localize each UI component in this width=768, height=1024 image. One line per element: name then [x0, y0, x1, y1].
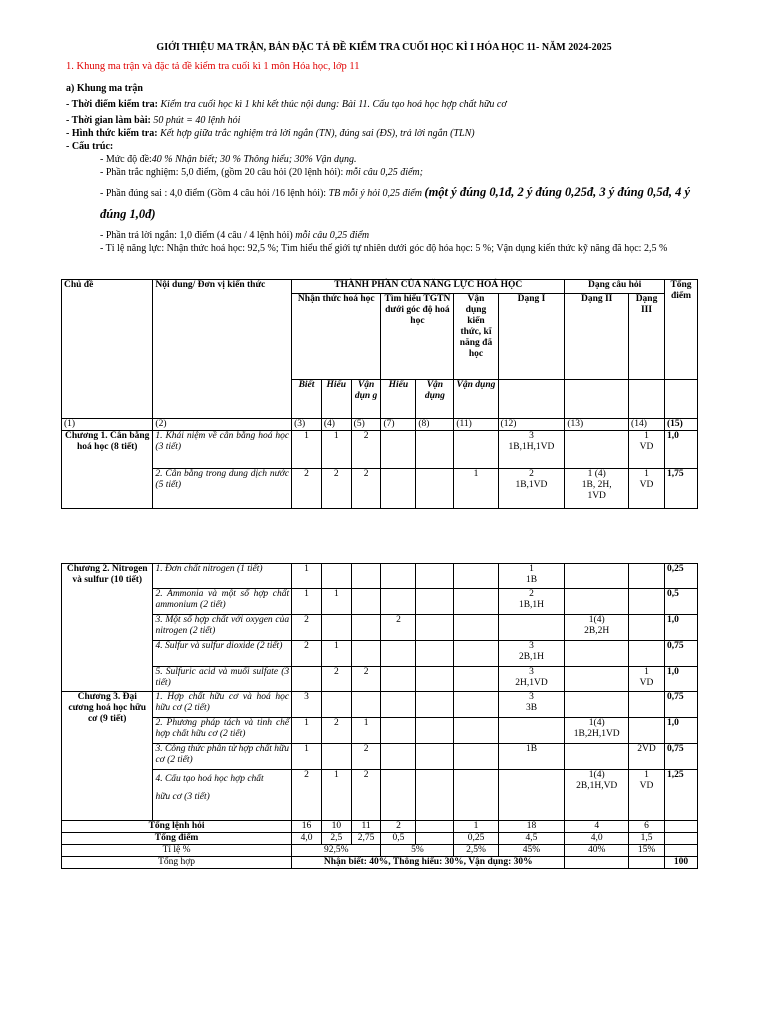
cell-dang-1 [498, 564, 565, 589]
cell-dang-3-count: 1 [644, 469, 649, 479]
sub-van-dung-2: Vận dụng [416, 380, 454, 419]
table-row [62, 692, 698, 718]
header-topic: Chủ đề [62, 280, 153, 419]
empty-cell [381, 641, 416, 667]
empty-cell [454, 564, 498, 589]
form-label: - Hình thức kiểm tra: [66, 128, 158, 139]
cell-dang-2 [565, 770, 629, 821]
points-dang-3: 1,5 [629, 833, 665, 845]
sub-hieu-2: Hiểu [381, 380, 416, 419]
cell-dang-1-count: 2 [529, 469, 534, 479]
mc-value: mỗi câu 0,25 điểm; [345, 167, 423, 178]
short-line [66, 229, 706, 242]
column-number-row [62, 419, 698, 431]
cell-biet: 3 [292, 692, 322, 718]
sum-label: Tổng lệnh hỏi [62, 821, 292, 833]
header-dang-3: Dạng III [629, 294, 665, 380]
percent-van-dung-kt: 2,5% [454, 845, 498, 857]
sum-van-dung: 11 [351, 821, 381, 833]
table-row [62, 641, 698, 667]
empty-cell [565, 564, 629, 589]
empty-cell [629, 380, 665, 419]
col-num: (8) [416, 419, 454, 431]
cell-dang-1 [498, 589, 565, 615]
empty-cell [381, 692, 416, 718]
cell-van-dung: 2 [351, 469, 381, 509]
row-content: 2. Phương pháp tách và tinh chế hợp chất hữu cơ (2 tiết) [153, 718, 292, 744]
sum-dang-1: 18 [498, 821, 565, 833]
row-content: 2. Ammonia và một số hợp chất ammonium (2 tiết) [153, 589, 292, 615]
cell-biet: 2 [292, 641, 322, 667]
empty-cell [665, 380, 698, 419]
sum-van-dung-kt: 1 [454, 821, 498, 833]
cell-dang-2 [565, 615, 629, 641]
empty-cell [629, 692, 665, 718]
row-content: 2. Cân bằng trong dung dịch nước (5 tiết) [153, 469, 292, 509]
cell-hieu: 1 [321, 770, 351, 821]
percent-label: Tỉ lệ % [62, 845, 292, 857]
cell-dang-3 [629, 469, 665, 509]
cell-dang-1-detail: 1B,1VD [515, 480, 548, 490]
empty-cell [565, 692, 629, 718]
cell-biet: 2 [292, 770, 322, 821]
empty-cell [416, 833, 454, 845]
points-label: Tổng điểm [62, 833, 292, 845]
cell-dang-1-count: 3 [529, 431, 534, 441]
empty-cell [321, 744, 351, 770]
section-subtitle: 1. Khung ma trận và đặc tả đề kiểm tra cuối kì 1 môn Hóa học, lớp 11 [66, 61, 360, 72]
cell-dang-3 [629, 770, 665, 821]
empty-cell [454, 615, 498, 641]
empty-cell [629, 857, 665, 869]
empty-cell [416, 667, 454, 692]
cell-total: 1,0 [665, 615, 698, 641]
empty-cell [321, 564, 351, 589]
tf-scoring: (một ý đúng 0,1đ, 2 ý đúng 0,25đ, 3 ý đúng 0,5đ, 4 ý đúng 1,0đ) [100, 185, 691, 221]
percent-nhan-thuc: 92,5% [292, 845, 381, 857]
cell-dang-1-detail: 3B [525, 703, 538, 713]
percent-dang-1: 45% [498, 845, 565, 857]
row-content: 1. Hợp chất hữu cơ và hoá học hữu cơ (2 tiết) [153, 692, 292, 718]
col-num: (4) [321, 419, 351, 431]
mc-label: - Phần trắc nghiệm: 5,0 điểm, (gồm 20 câu hỏi (20 lệnh hỏi): [100, 167, 346, 178]
empty-cell [454, 589, 498, 615]
duration-label: - Thời gian làm bài: [66, 115, 151, 126]
cell-dang-3-count: 1 [644, 770, 649, 780]
cell-biet: 2 [292, 615, 322, 641]
cell-biet: 1 [292, 718, 322, 744]
cell-dang-1 [498, 469, 565, 509]
header-tim-hieu: Tìm hiểu TGTN dưới góc độ hoá học [381, 294, 454, 380]
row-content: 5. Sulfuric acid và muối sulfate (3 tiết) [153, 667, 292, 692]
table-row [62, 770, 698, 821]
chapter-3-label: Chương 3. Đại cương hoá học hữu cơ (9 tiết) [62, 692, 153, 821]
empty-cell [351, 692, 381, 718]
cell-dang-3: 2VD [629, 744, 665, 770]
empty-cell [381, 564, 416, 589]
cell-total: 0,5 [665, 589, 698, 615]
empty-cell [321, 615, 351, 641]
empty-cell [381, 589, 416, 615]
empty-cell [416, 641, 454, 667]
cell-hieu: 1 [321, 641, 351, 667]
empty-cell [381, 770, 416, 821]
table-row [62, 431, 698, 469]
empty-cell [565, 667, 629, 692]
col-num: (3) [292, 419, 322, 431]
empty-cell [416, 744, 454, 770]
structure-label: - Cấu trúc: [66, 141, 114, 152]
table-row [62, 469, 698, 509]
table-row [62, 564, 698, 589]
sum-biet: 16 [292, 821, 322, 833]
cell-dang-3-detail: VD [639, 480, 654, 490]
header-question-types: Dạng câu hỏi [565, 280, 665, 294]
cell-total: 1,0 [665, 431, 698, 469]
empty-cell [351, 589, 381, 615]
table-row [62, 615, 698, 641]
header-components: THÀNH PHẦN CỦA NĂNG LỰC HOÁ HỌC [292, 280, 565, 294]
cell-dang-2-count: 1(4) [588, 718, 605, 728]
percent-dang-2: 40% [565, 845, 629, 857]
header-dang-2: Dạng II [565, 294, 629, 380]
empty-cell [565, 744, 629, 770]
empty-cell [416, 589, 454, 615]
cell-total: 1,0 [665, 667, 698, 692]
cell-total: 0,75 [665, 641, 698, 667]
time-value: Kiểm tra cuối học kì 1 khi kết thúc nội dung: Bài 11. Cấu tạo hoá học hợp chất hữu cơ [158, 99, 507, 110]
sum-dang-2: 4 [565, 821, 629, 833]
empty-cell [629, 564, 665, 589]
ratio-line: - Tỉ lệ năng lực: Nhận thức hoá học: 92,5 %; Tìm hiểu thế giới tự nhiên dưới góc độ hóa học: 5 %; Vận dụng kiến thức kỹ năng đã học: 2,5 % [100, 243, 668, 254]
cell-dang-1-count: 2 [529, 589, 534, 599]
empty-cell [416, 821, 454, 833]
col-num: (14) [629, 419, 665, 431]
empty-cell [454, 667, 498, 692]
col-num: (1) [62, 419, 153, 431]
row-content-line: hữu cơ (3 tiết) [155, 792, 210, 802]
header-dang-1: Dạng I [498, 294, 565, 380]
empty-cell [381, 431, 416, 469]
empty-cell [416, 469, 454, 509]
cell-total: 0,25 [665, 564, 698, 589]
percent-tim-hieu: 5% [381, 845, 454, 857]
summary-total: 100 [665, 857, 698, 869]
empty-cell [292, 667, 322, 692]
cell-biet: 1 [292, 564, 322, 589]
header-total: Tổng điểm [665, 280, 698, 380]
empty-cell [416, 692, 454, 718]
cell-dang-2 [565, 718, 629, 744]
cell-dang-3-count: 1 [644, 667, 649, 677]
duration-line [66, 114, 706, 127]
table-row [62, 744, 698, 770]
empty-cell [565, 641, 629, 667]
col-num: (12) [498, 419, 565, 431]
empty-cell [416, 615, 454, 641]
empty-cell [416, 770, 454, 821]
cell-dang-1-detail: 1B,1H [518, 600, 545, 610]
tf-line [66, 182, 706, 226]
empty-cell [498, 770, 565, 821]
duration-value: 50 phút = 40 lệnh hỏi [150, 115, 241, 126]
cell-hieu-2: 2 [381, 615, 416, 641]
form-value: Kết hợp giữa trắc nghiệm trả lời ngắn (TN), đúng sai (ĐS), trả lời ngắn (TLN) [157, 128, 475, 139]
cell-van-dung-kt: 1 [454, 469, 498, 509]
cell-dang-1 [498, 641, 565, 667]
cell-dang-3-detail: VD [639, 781, 654, 791]
col-num: (13) [565, 419, 629, 431]
cell-van-dung: 1 [351, 718, 381, 744]
col-num: (15) [665, 419, 698, 431]
col-num: (7) [381, 419, 416, 431]
cell-dang-2-detail: 2B,1H,VD [576, 781, 618, 791]
empty-cell [498, 718, 565, 744]
cell-hieu: 2 [321, 667, 351, 692]
cell-biet: 1 [292, 744, 322, 770]
intro-block [66, 82, 706, 255]
tf-value: TB mỗi ý hỏi 0,25 điểm [328, 188, 425, 199]
summary-row [62, 857, 698, 869]
row-content: 3. Một số hợp chất với oxygen của nitrogen (2 tiết) [153, 615, 292, 641]
empty-cell [351, 564, 381, 589]
cell-dang-1-count: 3 [529, 641, 534, 651]
cell-dang-2-detail: 1VD [587, 491, 606, 501]
points-dang-1: 4,5 [498, 833, 565, 845]
cell-total: 1,75 [665, 469, 698, 509]
empty-cell [498, 615, 565, 641]
empty-cell [629, 718, 665, 744]
empty-cell [454, 770, 498, 821]
cell-total: 1,25 [665, 770, 698, 821]
chapter-1-label: Chương 1. Cân bằng hoá học (8 tiết) [62, 431, 153, 509]
matrix-table-2 [61, 563, 698, 869]
mc-line [66, 166, 706, 179]
empty-cell [381, 718, 416, 744]
empty-cell [454, 431, 498, 469]
empty-cell [321, 692, 351, 718]
points-van-dung-kt: 0,25 [454, 833, 498, 845]
cell-total: 0,75 [665, 692, 698, 718]
level-label: - Mức độ đề: [100, 154, 152, 165]
cell-total: 1,0 [665, 718, 698, 744]
col-num: (2) [153, 419, 292, 431]
empty-cell [454, 641, 498, 667]
cell-dang-3 [629, 667, 665, 692]
cell-dang-1: 1B [498, 744, 565, 770]
short-label: - Phần trả lời ngắn: 1,0 điểm (4 câu / 4 lệnh hỏi) [100, 230, 296, 241]
cell-dang-1 [498, 431, 565, 469]
sum-questions-row [62, 821, 698, 833]
empty-cell [565, 431, 629, 469]
cell-dang-2-detail: 1B, 2H, [581, 480, 612, 490]
intro-heading: a) Khung ma trận [66, 83, 143, 94]
cell-hieu: 2 [321, 718, 351, 744]
sub-van-dung: Vận dụn g [351, 380, 381, 419]
tf-label: - Phần đúng sai : 4,0 điểm (Gồm 4 câu hỏi /16 lệnh hỏi): [100, 188, 329, 199]
cell-dang-1 [498, 667, 565, 692]
cell-dang-1-detail: 1B [525, 575, 538, 585]
empty-cell [629, 615, 665, 641]
col-num: (5) [351, 419, 381, 431]
cell-hieu: 2 [321, 469, 351, 509]
cell-dang-1-count: 1 [529, 564, 534, 574]
empty-cell [665, 845, 698, 857]
cell-hieu: 1 [321, 431, 351, 469]
form-line [66, 127, 706, 140]
cell-total: 0,75 [665, 744, 698, 770]
empty-cell [665, 833, 698, 845]
time-label: - Thời điểm kiểm tra: [66, 99, 159, 110]
cell-van-dung: 2 [351, 744, 381, 770]
empty-cell [454, 718, 498, 744]
row-content: 1. Đơn chất nitrogen (1 tiết) [153, 564, 292, 589]
empty-cell [498, 380, 565, 419]
table-row [62, 589, 698, 615]
cell-dang-2 [565, 469, 629, 509]
summary-label: Tổng hợp [62, 857, 292, 869]
table-row [62, 667, 698, 692]
cell-dang-2-count: 1(4) [588, 615, 605, 625]
row-content [153, 770, 292, 821]
points-hieu-2: 0,5 [381, 833, 416, 845]
cell-dang-1-detail: 2H,1VD [515, 678, 548, 688]
points-hieu: 2,5 [321, 833, 351, 845]
cell-biet: 1 [292, 431, 322, 469]
empty-cell [565, 589, 629, 615]
empty-cell [381, 667, 416, 692]
level-value: 40 % Nhận biết; 30 % Thông hiểu; 30% Vận dụng. [151, 154, 357, 165]
level-line [66, 153, 706, 166]
table-row [62, 718, 698, 744]
empty-cell [565, 380, 629, 419]
header-nhan-thuc: Nhận thức hoá học [292, 294, 381, 380]
empty-cell [351, 641, 381, 667]
cell-van-dung: 2 [351, 667, 381, 692]
empty-cell [381, 744, 416, 770]
empty-cell [629, 641, 665, 667]
row-content: 1. Khái niệm về cân bằng hoá học (3 tiết) [153, 431, 292, 469]
empty-cell [665, 821, 698, 833]
cell-dang-3-count: 1 [644, 431, 649, 441]
cell-dang-2-detail: 1B,2H,1VD [573, 729, 620, 739]
sum-hieu: 10 [321, 821, 351, 833]
cell-van-dung: 2 [351, 770, 381, 821]
time-line [66, 98, 706, 111]
empty-cell [416, 718, 454, 744]
header-van-dung-kt: Vận dụng kiến thức, kĩ năng đã học [454, 294, 498, 380]
cell-dang-3-detail: VD [639, 678, 654, 688]
empty-cell [629, 589, 665, 615]
cell-biet: 1 [292, 589, 322, 615]
col-num: (11) [454, 419, 498, 431]
sum-dang-3: 6 [629, 821, 665, 833]
empty-cell [381, 469, 416, 509]
percent-row [62, 845, 698, 857]
row-content: 4. Sulfur và sulfur dioxide (2 tiết) [153, 641, 292, 667]
row-content: 3. Công thức phân tử hợp chất hữu cơ (2 tiết) [153, 744, 292, 770]
header-content: Nội dung/ Đơn vị kiến thức [153, 280, 292, 419]
cell-dang-1-detail: 1B,1H,1VD [508, 442, 555, 452]
sub-van-dung-3: Vận dụng [454, 380, 498, 419]
cell-dang-1 [498, 692, 565, 718]
cell-dang-1-detail: 2B,1H [518, 652, 545, 662]
points-van-dung: 2,75 [351, 833, 381, 845]
sum-hieu-2: 2 [381, 821, 416, 833]
empty-cell [454, 744, 498, 770]
page-title: GIỚI THIỆU MA TRẬN, BẢN ĐẶC TẢ ĐỀ KIỂM TRA CUỐI HỌC KÌ I HÓA HỌC 11- NĂM 2024-2025 [156, 42, 612, 53]
row-content-line: 4. Cấu tạo hoá học hợp chất [155, 774, 264, 784]
cell-dang-3 [629, 431, 665, 469]
sub-biet: Biết [292, 380, 322, 419]
points-dang-2: 4,0 [565, 833, 629, 845]
cell-dang-2-count: 1 (4) [587, 469, 606, 479]
cell-dang-1-count: 3 [529, 667, 534, 677]
empty-cell [416, 564, 454, 589]
percent-dang-3: 15% [629, 845, 665, 857]
matrix-table-1 [61, 279, 698, 509]
chapter-2-label: Chương 2. Nitrogen và sulfur (10 tiết) [62, 564, 153, 692]
cell-dang-2-count: 1(4) [588, 770, 605, 780]
summary-text: Nhận biết: 40%, Thông hiểu: 30%, Vận dụng: 30% [292, 857, 565, 869]
empty-cell [416, 431, 454, 469]
cell-dang-3-detail: VD [639, 442, 654, 452]
cell-dang-1-count: 3 [529, 692, 534, 702]
empty-cell [454, 692, 498, 718]
cell-hieu: 1 [321, 589, 351, 615]
empty-cell [565, 857, 629, 869]
cell-dang-2-detail: 2B,2H [584, 626, 610, 636]
points-row [62, 833, 698, 845]
empty-cell [351, 615, 381, 641]
points-biet: 4,0 [292, 833, 322, 845]
cell-biet: 2 [292, 469, 322, 509]
sub-hieu: Hiểu [321, 380, 351, 419]
short-value: mỗi câu 0,25 điểm [295, 230, 370, 241]
cell-van-dung: 2 [351, 431, 381, 469]
